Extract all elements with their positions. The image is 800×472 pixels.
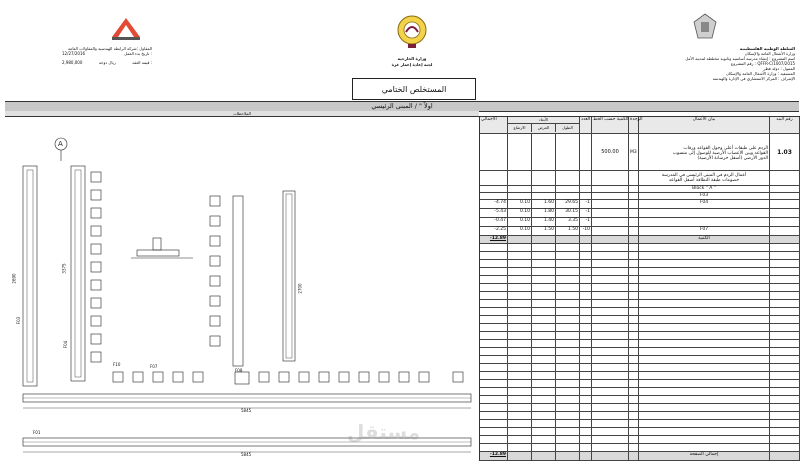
beneficiary: المستفيد : وزارة الأشغال العامة والإسكان: [725, 71, 795, 76]
drawing-dim-1: 5845: [241, 408, 252, 413]
axis-label: A: [58, 140, 63, 148]
start-date-label: تاريخ بدء العمل :: [124, 51, 152, 56]
grand-total-value: -12.89: [480, 452, 508, 460]
table-row-empty: [480, 300, 800, 308]
table-row-section: [480, 171, 800, 186]
drawing-label-f07: F07: [150, 364, 158, 369]
table-header: [480, 117, 800, 134]
main-item-desc: [639, 134, 770, 170]
main-item-desc-2: القواعد وبين الأعصاب الأرضية للوصول إلى منسوب: [672, 151, 768, 156]
table-row-main-item: [480, 134, 800, 171]
row-length: 30.15: [556, 209, 580, 217]
table-row-empty: [480, 404, 800, 412]
table-row-empty: [480, 412, 800, 420]
header-total: الاجمالي: [480, 117, 508, 133]
page-title-text: المستخلص الختامي: [381, 84, 447, 94]
ministry-line: وزارة الأشغال العامة والإسكان: [744, 51, 795, 56]
row-count: [580, 193, 592, 199]
start-date: 12/27/2016: [62, 51, 86, 56]
row-total: -2.25: [480, 227, 508, 235]
main-item-code: 1.03: [770, 134, 800, 170]
row-count: -1: [580, 200, 592, 208]
table-row-empty: [480, 364, 800, 372]
row-length: 3.35: [556, 218, 580, 226]
table-row-empty: [480, 340, 800, 348]
contractor-logo: [108, 15, 144, 41]
grand-total-label: إجمالي الصفحة: [639, 452, 770, 460]
row-height: 0.10: [508, 227, 532, 235]
subtotal-label: الكمية: [639, 236, 770, 243]
header-desc: بيان الأعمال: [639, 117, 770, 133]
drawing-label-f08: F08: [235, 368, 243, 373]
center-committee: لجنة إعادة إعمار غزة: [391, 62, 433, 67]
header-left: [62, 46, 152, 65]
main-item-desc-3: الدور الأرضي (أسفل خرسانة الأرضية): [697, 156, 768, 161]
table-row-empty: [480, 428, 800, 436]
watermark: مستقل: [347, 420, 421, 444]
table-row-empty: [480, 260, 800, 268]
drawing-label-f10: F10: [113, 362, 121, 367]
table-row-empty: [480, 420, 800, 428]
drawing-dim-3: 2690: [11, 273, 17, 284]
table-row-empty: [480, 436, 800, 444]
center-ministry: وزارة الخارجية: [397, 56, 427, 61]
table-row-empty: [480, 268, 800, 276]
row-width: 1.50: [532, 227, 556, 235]
contract-value-label: قيمة العقد :: [132, 60, 152, 65]
drawing-dim-5: 2700: [297, 283, 303, 294]
table-row-empty: [480, 276, 800, 284]
drawing-dim-4: 3375: [61, 263, 67, 274]
contractor-line: المقاول :شركة الرابطة الهندسية والمقاولات العامة: [68, 46, 152, 51]
row-count: -10: [580, 227, 592, 235]
table-row-empty: [480, 356, 800, 364]
row-count: -1: [580, 209, 592, 217]
drawing-label-f04: F04: [63, 340, 69, 349]
row-height: 0.10: [508, 209, 532, 217]
row-total: [480, 193, 508, 199]
table-row: [480, 200, 800, 209]
table-row-empty: [480, 244, 800, 252]
row-width: [532, 193, 556, 199]
drawing-label-f03: F03: [16, 316, 22, 325]
currency: ريال دوحة: [98, 60, 116, 65]
palestine-emblem: [690, 12, 720, 42]
header-width: العرض: [532, 124, 556, 132]
row-width: 1.60: [532, 200, 556, 208]
header-right: [630, 46, 795, 81]
row-length: 29.65: [556, 200, 580, 208]
table-row-empty: [480, 252, 800, 260]
row-count: -1: [580, 218, 592, 226]
row-total: -5.43: [480, 209, 508, 217]
row-length: [556, 193, 580, 199]
table-row-empty: [480, 308, 800, 316]
supervisor: الإشراف : المركز الاستشاري في الإدارة والهندسة: [712, 76, 795, 81]
project-name: اسم المشروع : إنشاء مدرسة أساسية وثانوية مختلطة لمدينة الأمل: [685, 56, 795, 61]
table-row-empty: [480, 372, 800, 380]
table-row-grand-total: [480, 452, 800, 461]
header-height: الارتفاع: [508, 124, 532, 132]
table-row-empty: [480, 348, 800, 356]
header-balance: الكمية حسب الخط: [592, 117, 629, 133]
header-item: رقم البند: [770, 117, 800, 133]
row-label: F07: [639, 227, 770, 235]
row-height: 0.10: [508, 218, 532, 226]
drawing-dim-2: 5845: [241, 452, 252, 457]
table-row-empty: [480, 316, 800, 324]
table-row-block: [480, 186, 800, 193]
main-item-desc-1: الردم على طبقات أعلى وحول القواعد ورقاب: [683, 146, 768, 151]
row-label: F03: [639, 193, 770, 199]
main-item-unit: M3: [629, 134, 639, 170]
row-width: 1.40: [532, 218, 556, 226]
table-row-subtotal: [480, 236, 800, 244]
drawing-label-f01: F01: [33, 430, 41, 435]
funder: الممول : دولة قطر: [763, 66, 795, 71]
block-label: Block " A ": [639, 186, 770, 192]
table-row-empty: [480, 292, 800, 300]
qatar-emblem: [392, 12, 432, 54]
row-label: [639, 218, 770, 226]
empty-rows: [480, 244, 800, 452]
table-row: [480, 193, 800, 200]
row-width: 1.80: [532, 209, 556, 217]
table-row-empty: [480, 396, 800, 404]
header-count: العدد: [580, 117, 592, 133]
table-row-empty: [480, 388, 800, 396]
row-total: -0.47: [480, 218, 508, 226]
row-total: -4.74: [480, 200, 508, 208]
header-length: الطول: [562, 125, 573, 130]
project-number: رقم المشروع : QFFR-C/1007/2015: [730, 61, 795, 66]
table-row: [480, 209, 800, 218]
table-row: [480, 218, 800, 227]
row-length: 1.50: [556, 227, 580, 235]
row-height: [508, 193, 532, 199]
quantities-table: [479, 116, 800, 461]
section-line-1: أعمال الردم في المبنى الرئيسي في المدرسة: [661, 173, 747, 178]
section-line-2: خصومات طبقة النظافة أسفل القواعد: [668, 178, 740, 183]
row-label: F04: [639, 200, 770, 208]
table-row-empty: [480, 380, 800, 388]
main-item-price: 500.00: [592, 134, 629, 170]
row-height: 0.10: [508, 200, 532, 208]
authority-line: السلطة الوطنية الفلسطينية: [739, 46, 795, 51]
subtotal-value: -12.89: [480, 236, 508, 243]
header-unit: الوحدة: [629, 117, 639, 133]
page-title: [352, 78, 476, 100]
table-row-empty: [480, 332, 800, 340]
header-dims-group: [508, 117, 580, 133]
notes-label: الملاحظات: [233, 111, 251, 116]
row-label: [639, 209, 770, 217]
table-row-empty: [480, 444, 800, 452]
header-dims: الأبعاد: [508, 117, 579, 124]
section-title: اولاً " / المبنى الرئيسي: [371, 102, 433, 110]
foundation-drawing: [5, 116, 479, 472]
table-row-empty: [480, 284, 800, 292]
contract-value: 2,980,000: [62, 60, 83, 65]
table-row: [480, 227, 800, 236]
table-row-empty: [480, 324, 800, 332]
